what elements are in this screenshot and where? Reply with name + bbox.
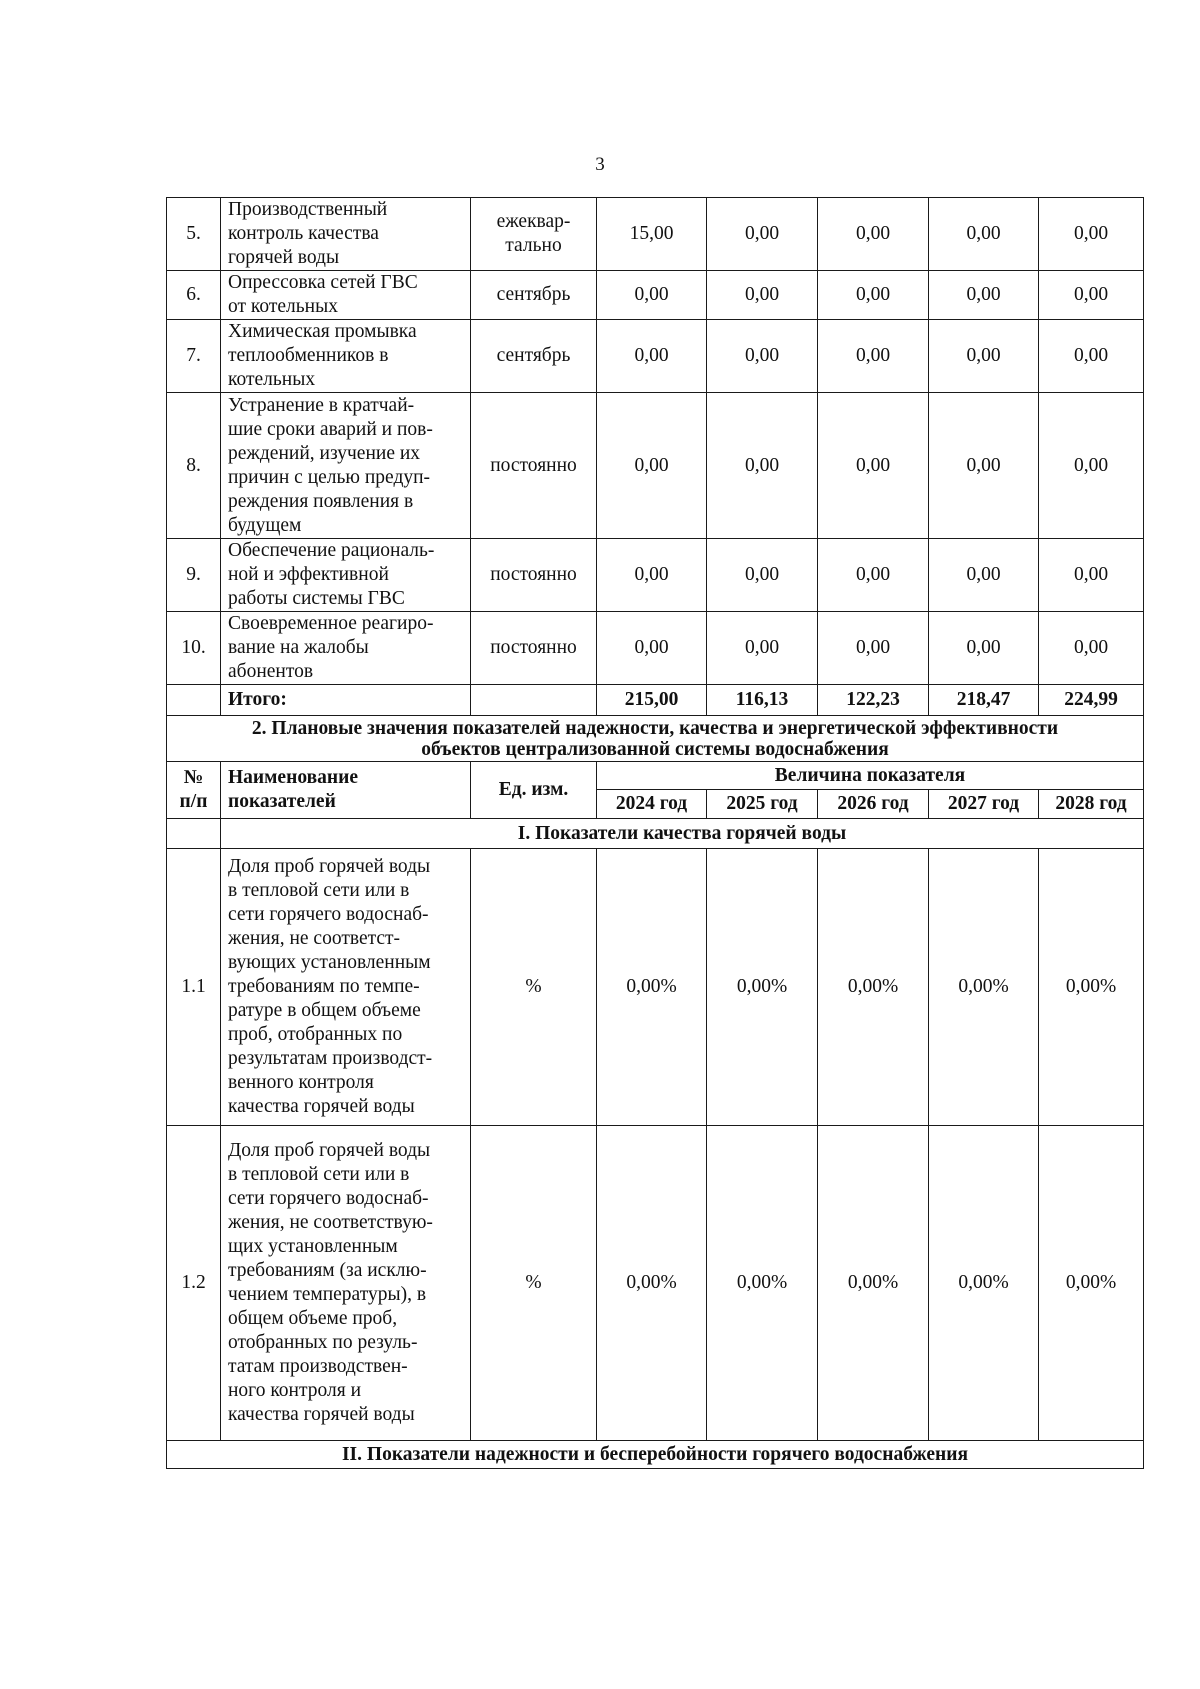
activity-name-line: работы системы ГВС xyxy=(228,588,405,609)
header-name-line: показателей xyxy=(228,791,336,812)
activity-period xyxy=(471,539,597,612)
subsection-title-row xyxy=(167,1441,1144,1469)
header-name-line: Наименование xyxy=(228,767,358,788)
row-number: 9. xyxy=(167,539,221,612)
header-num xyxy=(167,762,221,819)
row-number: 8. xyxy=(167,393,221,539)
indicator-name-line: в тепловой сети или в xyxy=(228,1164,410,1185)
value-cell: 0,00 xyxy=(818,539,929,612)
row-number: 1.2 xyxy=(167,1126,221,1441)
value-cell: 0,00% xyxy=(929,849,1039,1126)
section-title xyxy=(167,716,1144,762)
indicator-unit: % xyxy=(471,1126,597,1441)
indicator-name-line: сети горячего водоснаб- xyxy=(228,904,429,925)
value-cell: 0,00 xyxy=(929,393,1039,539)
indicator-name-line: Доля проб горячей воды xyxy=(228,856,431,877)
activity-name-line: абонентов xyxy=(228,661,314,682)
value-cell: 0,00 xyxy=(597,393,707,539)
value-cell: 0,00% xyxy=(707,849,818,1126)
row-number: 6. xyxy=(167,271,221,320)
activity-name xyxy=(221,393,471,539)
activity-name-line: Производственный xyxy=(228,199,388,220)
value-cell: 0,00% xyxy=(1039,1126,1144,1441)
empty-cell xyxy=(167,819,221,849)
row-number: 7. xyxy=(167,320,221,393)
value-cell: 0,00 xyxy=(1039,320,1144,393)
total-value: 215,00 xyxy=(597,685,707,716)
value-cell: 0,00% xyxy=(818,849,929,1126)
activity-row xyxy=(167,198,1144,271)
empty-cell xyxy=(471,685,597,716)
indicator-name-line: венного контроля xyxy=(228,1072,374,1093)
activity-name-line: ной и эффективной xyxy=(228,564,389,585)
indicator-name-line: вующих установленным xyxy=(228,952,431,973)
indicator-name-line: требованиям по темпе- xyxy=(228,976,420,997)
value-cell: 0,00 xyxy=(818,612,929,685)
indicator-name-line: чением температуры), в xyxy=(228,1284,427,1305)
value-cell: 0,00 xyxy=(929,539,1039,612)
activity-period-line: сентябрь xyxy=(496,284,571,305)
indicator-name-line: ратуре в общем объеме xyxy=(228,1000,421,1021)
activity-name-line: котельных xyxy=(228,369,316,390)
activity-row xyxy=(167,320,1144,393)
value-cell: 0,00 xyxy=(707,198,818,271)
activity-row xyxy=(167,612,1144,685)
value-cell: 0,00 xyxy=(929,612,1039,685)
header-year: 2025 год xyxy=(707,790,818,819)
header-unit: Ед. изм. xyxy=(471,762,597,819)
value-cell: 0,00 xyxy=(929,320,1039,393)
table-body xyxy=(167,198,1144,1469)
activity-period-line: постоянно xyxy=(490,564,577,585)
activity-period xyxy=(471,198,597,271)
value-cell: 0,00 xyxy=(818,320,929,393)
value-cell: 0,00 xyxy=(707,393,818,539)
value-cell: 0,00 xyxy=(707,612,818,685)
value-cell: 0,00 xyxy=(818,198,929,271)
indicator-name-line: качества горячей воды xyxy=(228,1404,415,1425)
total-value: 218,47 xyxy=(929,685,1039,716)
activity-name-line: теплообменников в xyxy=(228,345,389,366)
indicator-name-line: татам производствен- xyxy=(228,1356,408,1377)
value-cell: 0,00 xyxy=(1039,539,1144,612)
activity-name-line: реждений, изучение их xyxy=(228,442,421,464)
value-cell: 15,00 xyxy=(597,198,707,271)
activity-period-line: постоянно xyxy=(490,637,577,658)
activity-period xyxy=(471,320,597,393)
value-cell: 0,00% xyxy=(597,849,707,1126)
value-cell: 0,00 xyxy=(1039,393,1144,539)
total-label: Итого: xyxy=(221,685,471,716)
indicator-name-line: требованиям (за исклю- xyxy=(228,1260,427,1281)
activity-name-line: будущем xyxy=(228,514,302,536)
activity-row xyxy=(167,271,1144,320)
row-number: 5. xyxy=(167,198,221,271)
total-row xyxy=(167,685,1144,716)
indicator-unit: % xyxy=(471,849,597,1126)
value-cell: 0,00 xyxy=(597,539,707,612)
value-cell: 0,00 xyxy=(597,320,707,393)
activity-name-line: причин с целью предуп- xyxy=(228,466,431,488)
indicator-name-line: жения, не соответст- xyxy=(228,928,401,949)
subsection-title-row xyxy=(167,819,1144,849)
activity-name-line: шие сроки аварий и пов- xyxy=(228,418,433,440)
value-cell: 0,00 xyxy=(707,271,818,320)
activity-period xyxy=(471,271,597,320)
indicator-row xyxy=(167,1126,1144,1441)
value-cell: 0,00 xyxy=(1039,198,1144,271)
value-cell: 0,00 xyxy=(818,271,929,320)
value-cell: 0,00% xyxy=(929,1126,1039,1441)
activity-name-line: Своевременное реагиро- xyxy=(228,613,434,634)
activity-row xyxy=(167,393,1144,539)
row-number xyxy=(167,685,221,716)
total-value: 224,99 xyxy=(1039,685,1144,716)
activity-row xyxy=(167,539,1144,612)
activity-name-line: Опрессовка сетей ГВС xyxy=(228,272,418,293)
plan-table xyxy=(166,197,1144,1469)
indicator-row xyxy=(167,849,1144,1126)
row-number: 10. xyxy=(167,612,221,685)
indicator-name xyxy=(221,1126,471,1441)
indicator-name-line: жения, не соответствую- xyxy=(228,1212,433,1233)
subsection-title: II. Показатели надежности и бесперебойности горячего водоснабжения xyxy=(167,1441,1144,1469)
value-cell: 0,00 xyxy=(1039,271,1144,320)
activity-name xyxy=(221,320,471,393)
value-cell: 0,00 xyxy=(1039,612,1144,685)
indicator-name-line: результатам производст- xyxy=(228,1048,433,1069)
section-title-row xyxy=(167,716,1144,762)
indicator-name-line: общем объеме проб, xyxy=(228,1308,398,1329)
activity-name-line: горячей воды xyxy=(228,247,340,268)
indicator-name-line: щих установленным xyxy=(228,1236,398,1257)
header-year: 2027 год xyxy=(929,790,1039,819)
activity-name-line: Химическая промывка xyxy=(228,321,417,342)
indicator-name-line: в тепловой сети или в xyxy=(228,880,410,901)
activity-period xyxy=(471,393,597,539)
indicator-name-line: ного контроля и xyxy=(228,1380,362,1401)
value-cell: 0,00 xyxy=(597,612,707,685)
activity-period-line: ежеквар- xyxy=(496,211,571,232)
value-cell: 0,00 xyxy=(818,393,929,539)
activity-name xyxy=(221,271,471,320)
header-row-top xyxy=(167,762,1144,790)
indicator-name-line: Доля проб горячей воды xyxy=(228,1140,431,1161)
indicator-name-line: отобранных по резуль- xyxy=(228,1332,418,1353)
activity-name-line: Обеспечение рациональ- xyxy=(228,540,435,561)
page-number: 3 xyxy=(595,154,605,175)
header-year: 2026 год xyxy=(818,790,929,819)
value-cell: 0,00% xyxy=(818,1126,929,1441)
total-value: 116,13 xyxy=(707,685,818,716)
indicator-name-line: качества горячей воды xyxy=(228,1096,415,1117)
header-name xyxy=(221,762,471,819)
indicator-name-line: сети горячего водоснаб- xyxy=(228,1188,429,1209)
activity-period-line: сентябрь xyxy=(496,345,571,366)
indicator-name-line: проб, отобранных по xyxy=(228,1024,403,1045)
header-value-group: Величина показателя xyxy=(597,762,1144,790)
activity-name-line: Устранение в кратчай- xyxy=(228,394,415,416)
header-num-line: п/п xyxy=(179,791,208,812)
section-title-line: объектов централизованной системы водоснабжения xyxy=(421,738,889,760)
value-cell: 0,00 xyxy=(929,198,1039,271)
value-cell: 0,00% xyxy=(707,1126,818,1441)
value-cell: 0,00 xyxy=(707,539,818,612)
activity-name-line: вание на жалобы xyxy=(228,637,369,658)
activity-name-line: реждения появления в xyxy=(228,490,414,512)
row-number: 1.1 xyxy=(167,849,221,1126)
activity-name xyxy=(221,612,471,685)
header-num-line: № xyxy=(183,767,204,788)
activity-name xyxy=(221,539,471,612)
activity-period-line: постоянно xyxy=(490,454,577,476)
value-cell: 0,00 xyxy=(929,271,1039,320)
value-cell: 0,00 xyxy=(597,271,707,320)
indicator-name xyxy=(221,849,471,1126)
activity-period-line: тально xyxy=(505,235,562,256)
activity-name-line: контроль качества xyxy=(228,223,379,244)
section-title-line: 2. Плановые значения показателей надежности, качества и энергетической эффективности xyxy=(251,717,1059,739)
total-value: 122,23 xyxy=(818,685,929,716)
value-cell: 0,00% xyxy=(1039,849,1144,1126)
header-year: 2028 год xyxy=(1039,790,1144,819)
header-year: 2024 год xyxy=(597,790,707,819)
activity-period xyxy=(471,612,597,685)
value-cell: 0,00 xyxy=(707,320,818,393)
subsection-title: I. Показатели качества горячей воды xyxy=(221,819,1144,849)
value-cell: 0,00% xyxy=(597,1126,707,1441)
activity-name xyxy=(221,198,471,271)
activity-name-line: от котельных xyxy=(228,296,338,317)
